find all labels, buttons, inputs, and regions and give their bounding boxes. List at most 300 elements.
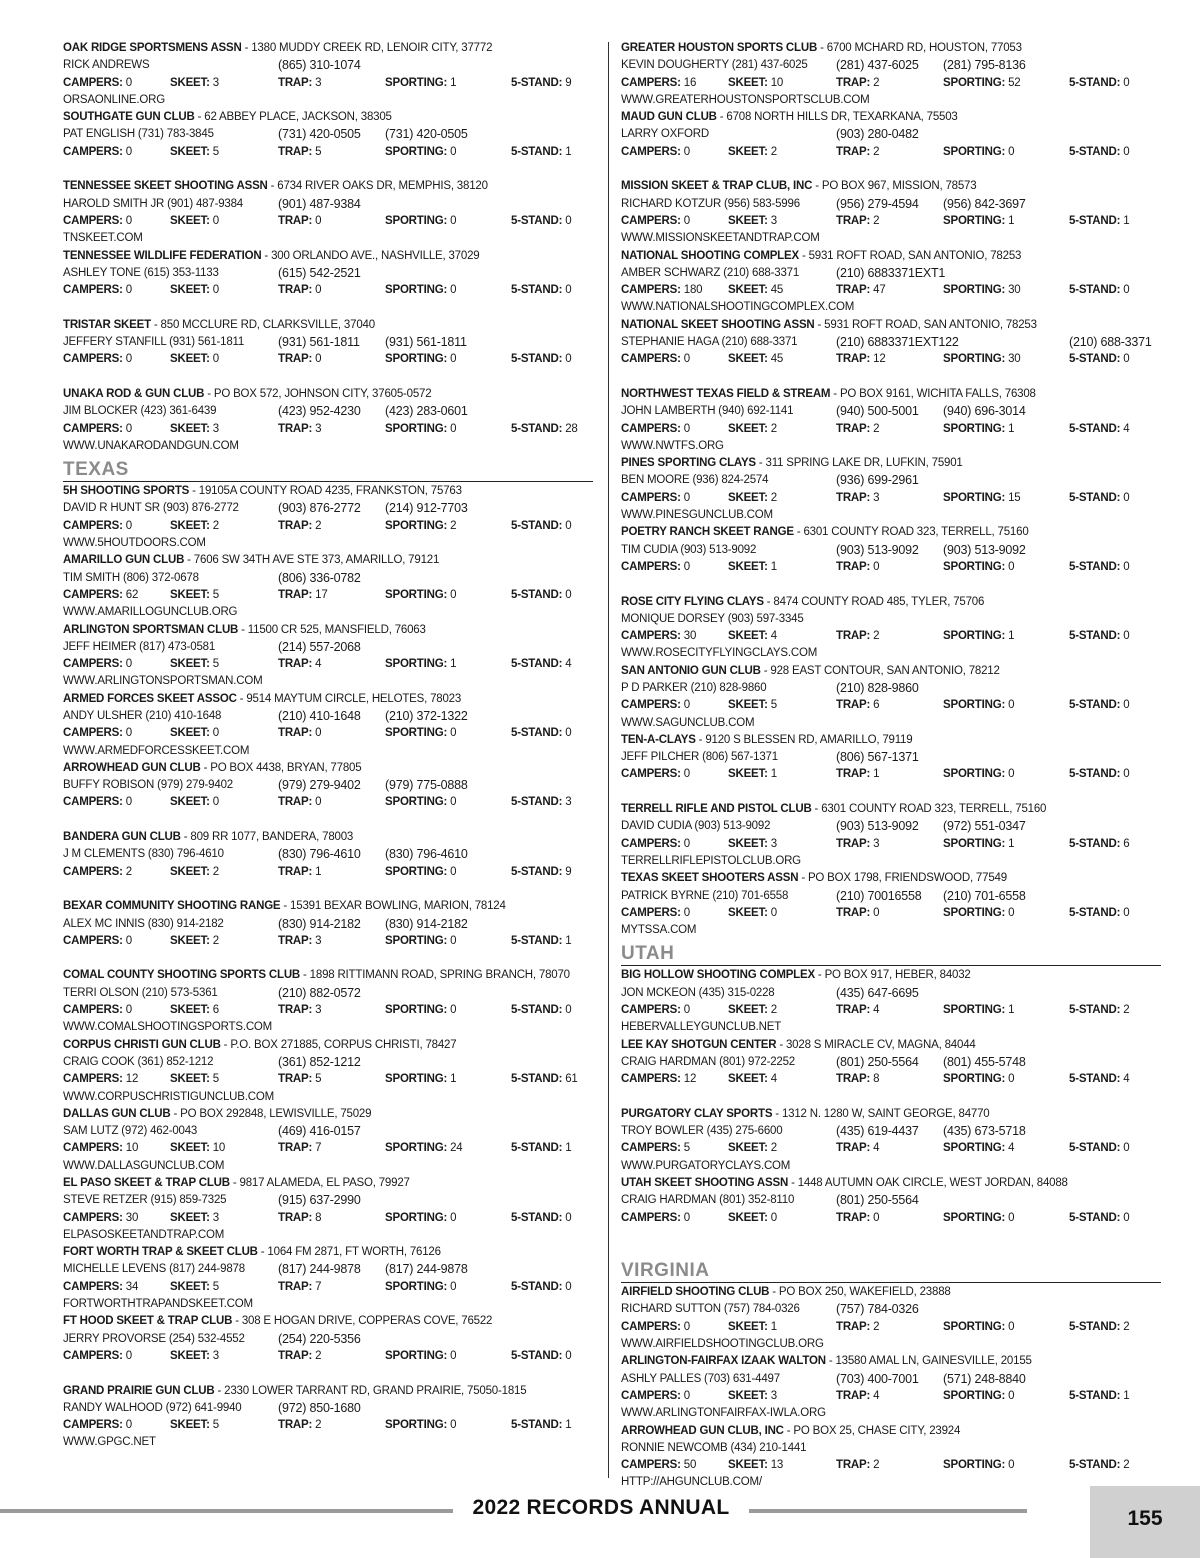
skeet-label: SKEET: (728, 1142, 768, 1155)
club-header-line (621, 1423, 1161, 1440)
skeet-label: SKEET: (728, 1459, 768, 1472)
sporting-label: SPORTING: (943, 1211, 1006, 1224)
club-name: ARLINGTON-FAIRFAX IZAAK WALTON (621, 1355, 826, 1368)
campers-stat (63, 1210, 138, 1227)
club-header-text (621, 455, 963, 472)
five-stand-stat (511, 75, 571, 92)
sporting-value: 2 (450, 519, 457, 532)
contact-line (621, 985, 1161, 1002)
phone-number: (903) 876-2772 (278, 501, 361, 516)
page-number: 155 (1127, 1507, 1163, 1530)
club-address: 6301 COUNTY ROAD 323, TERRELL, 75160 (803, 526, 1029, 539)
skeet-value: 3 (212, 422, 219, 435)
club-header-line (621, 801, 1161, 818)
club-header-text (621, 594, 984, 611)
five-stand-label: 5-STAND: (1069, 560, 1121, 573)
club-entry (621, 40, 1161, 109)
contact-name: DAVID R HUNT SR (903) 876-2772 (63, 502, 239, 515)
five-stand-value: 1 (1123, 214, 1130, 227)
sporting-stat (385, 725, 456, 742)
campers-stat (63, 864, 132, 881)
campers-stat (621, 1210, 690, 1227)
campers-value: 16 (683, 76, 697, 89)
phone-number: (972) 551-0347 (943, 819, 1026, 834)
campers-value: 0 (683, 699, 690, 712)
club-website: FORTWORTHTRAPANDSKEET.COM (63, 1298, 253, 1311)
club-address: 1312 N. 1280 W, SAINT GEORGE, 84770 (781, 1107, 990, 1120)
club-header-text (63, 386, 431, 403)
contact-name: CRAIG COOK (361) 852-1212 (63, 1055, 214, 1068)
phone-number: (830) 914-2182 (278, 916, 361, 931)
five-stand-stat (511, 725, 571, 742)
five-stand-value: 0 (1123, 491, 1130, 504)
campers-value: 0 (683, 906, 690, 919)
phone-number: (423) 283-0601 (385, 404, 468, 419)
skeet-value: 2 (770, 1142, 777, 1155)
phone-number: (936) 699-2961 (836, 473, 919, 488)
skeet-label: SKEET: (170, 796, 210, 809)
club-header-line (621, 1037, 1161, 1054)
five-stand-stat (511, 1417, 571, 1434)
trap-stat (278, 1071, 321, 1088)
club-address: 308 E HOGAN DRIVE, COPPERAS COVE, 76522 (241, 1315, 493, 1328)
five-stand-value: 61 (565, 1073, 578, 1086)
sporting-value: 0 (450, 865, 457, 878)
website-line (621, 1474, 1161, 1491)
club-entry (63, 1244, 593, 1313)
club-entry (621, 178, 1161, 247)
campers-stat (63, 282, 132, 299)
club-header-text (63, 1175, 410, 1192)
sporting-label: SPORTING: (943, 1073, 1006, 1086)
contact-line (621, 265, 1161, 282)
club-header-text (63, 317, 375, 334)
five-stand-stat (511, 933, 571, 950)
sporting-stat (385, 1417, 456, 1434)
club-header-line (621, 455, 1161, 472)
club-entry (621, 1284, 1161, 1353)
trap-value: 5 (315, 1073, 322, 1086)
skeet-value: 0 (212, 353, 219, 366)
skeet-label: SKEET: (728, 906, 768, 919)
five-stand-label: 5-STAND: (511, 865, 563, 878)
sporting-value: 1 (450, 76, 457, 89)
club-address: 809 RR 1077, BANDERA, 78003 (190, 831, 354, 844)
sporting-stat (943, 1319, 1014, 1336)
sporting-value: 0 (450, 284, 457, 297)
five-stand-label: 5-STAND: (511, 1349, 563, 1362)
phone-number: (903) 513-9092 (836, 819, 919, 834)
trap-label: TRAP: (836, 1211, 871, 1224)
trap-value: 2 (315, 519, 322, 532)
club-header-text (621, 386, 1036, 403)
campers-label: CAMPERS: (63, 145, 123, 158)
club-header-line (63, 248, 593, 265)
club-entry (63, 1106, 593, 1175)
club-address: 15391 BEXAR BOWLING, MARION, 78124 (290, 900, 506, 913)
trap-stat (278, 213, 321, 230)
club-address: PO BOX 250, WAKEFIELD, 23888 (778, 1286, 951, 1299)
trap-stat (278, 656, 321, 673)
skeet-value: 6 (212, 1004, 219, 1017)
contact-line (63, 1192, 593, 1209)
contact-line (621, 542, 1161, 559)
sporting-value: 0 (1008, 1389, 1015, 1402)
club-name: ARROWHEAD GUN CLUB (63, 761, 201, 774)
skeet-value: 5 (212, 145, 219, 158)
phone-number: (830) 796-4610 (385, 847, 468, 862)
website-line (621, 1089, 1161, 1106)
stats-line (63, 864, 593, 881)
skeet-stat (728, 836, 777, 853)
five-stand-stat (511, 421, 578, 438)
club-header-line (621, 594, 1161, 611)
club-website: WWW.AIRFIELDSHOOTINGCLUB.ORG (621, 1338, 824, 1351)
five-stand-stat (1069, 1319, 1129, 1336)
sporting-stat (943, 1457, 1014, 1474)
website-line (63, 230, 593, 247)
skeet-label: SKEET: (170, 519, 210, 532)
campers-label: CAMPERS: (63, 519, 123, 532)
website-line (63, 161, 593, 178)
campers-value: 0 (125, 76, 132, 89)
campers-value: 0 (125, 1349, 132, 1362)
phone-number: (361) 852-1212 (278, 1054, 361, 1069)
skeet-value: 1 (770, 768, 777, 781)
skeet-value: 5 (212, 1280, 219, 1293)
five-stand-label: 5-STAND: (511, 934, 563, 947)
campers-value: 0 (125, 422, 132, 435)
skeet-value: 4 (770, 1073, 777, 1086)
club-name: LEE KAY SHOTGUN CENTER (621, 1038, 777, 1051)
phone-number: (801) 250-5564 (836, 1054, 919, 1069)
club-address: 5931 ROFT ROAD, SAN ANTONIO, 78253 (824, 318, 1037, 331)
campers-label: CAMPERS: (621, 1320, 681, 1333)
five-stand-label: 5-STAND: (1069, 1004, 1121, 1017)
skeet-value: 0 (212, 796, 219, 809)
five-stand-label: 5-STAND: (1069, 1320, 1121, 1333)
website-line (63, 1296, 593, 1313)
club-website: WWW.AMARILLOGUNCLUB.ORG (63, 606, 238, 619)
skeet-label: SKEET: (170, 934, 210, 947)
trap-stat (278, 421, 321, 438)
trap-label: TRAP: (278, 1280, 313, 1293)
trap-label: TRAP: (836, 699, 871, 712)
sporting-stat (943, 75, 1021, 92)
campers-label: CAMPERS: (621, 906, 681, 919)
campers-stat (621, 1140, 690, 1157)
club-name: SAN ANTONIO GUN CLUB (621, 664, 761, 677)
skeet-stat (728, 144, 777, 161)
club-address: 7606 SW 34TH AVE STE 373, AMARILLO, 79121 (193, 554, 440, 567)
sporting-label: SPORTING: (385, 1419, 448, 1432)
sporting-value: 1 (1008, 422, 1015, 435)
skeet-label: SKEET: (170, 588, 210, 601)
club-entry (621, 524, 1161, 593)
five-stand-label: 5-STAND: (511, 1142, 563, 1155)
club-header-line (621, 663, 1161, 680)
club-header-line (63, 1175, 593, 1192)
skeet-label: SKEET: (728, 560, 768, 573)
contact-name: HAROLD SMITH JR (901) 487-9384 (63, 197, 243, 210)
five-stand-label: 5-STAND: (1069, 630, 1121, 643)
sporting-label: SPORTING: (943, 560, 1006, 573)
website-line (621, 853, 1161, 870)
sporting-stat (943, 628, 1014, 645)
skeet-stat (728, 282, 783, 299)
phone-number: (901) 487-9384 (278, 196, 361, 211)
skeet-stat (728, 1071, 777, 1088)
club-name: BANDERA GUN CLUB (63, 831, 181, 844)
club-header-line (63, 483, 593, 500)
skeet-stat (170, 351, 219, 368)
campers-value: 0 (683, 768, 690, 781)
five-stand-value: 0 (565, 519, 572, 532)
club-entry (621, 109, 1161, 178)
campers-stat (621, 351, 690, 368)
skeet-label: SKEET: (170, 214, 210, 227)
skeet-stat (170, 1071, 219, 1088)
club-entry (621, 870, 1161, 939)
trap-stat (836, 421, 879, 438)
sporting-stat (385, 1140, 463, 1157)
separator: - (716, 111, 727, 124)
sporting-label: SPORTING: (385, 1211, 448, 1224)
skeet-stat (170, 1279, 219, 1296)
skeet-stat (170, 1002, 219, 1019)
campers-label: CAMPERS: (621, 491, 681, 504)
trap-value: 4 (873, 1004, 880, 1017)
club-header-line (63, 1313, 593, 1330)
trap-label: TRAP: (278, 658, 313, 671)
contact-name: DAVID CUDIA (903) 513-9092 (621, 820, 771, 833)
club-address: 6708 NORTH HILLS DR, TEXARKANA, 75503 (726, 111, 958, 124)
campers-stat (63, 656, 132, 673)
trap-stat (278, 75, 321, 92)
stats-line (621, 490, 1161, 507)
five-stand-label: 5-STAND: (1069, 1142, 1121, 1155)
stats-line (621, 1210, 1161, 1227)
five-stand-value: 1 (565, 145, 572, 158)
contact-line (63, 708, 593, 725)
campers-stat (63, 1417, 132, 1434)
club-address: 850 MCCLURE RD, CLARKSVILLE, 37040 (160, 318, 375, 331)
phone-number: (979) 279-9402 (278, 778, 361, 793)
club-header-text (621, 801, 1046, 818)
website-line (63, 1365, 593, 1382)
club-name: UTAH SKEET SHOOTING ASSN (621, 1177, 789, 1189)
five-stand-stat (1069, 351, 1129, 368)
phone-number: (931) 561-1811 (278, 335, 360, 350)
sporting-label: SPORTING: (943, 699, 1006, 712)
phone-number: (210) 828-9860 (836, 680, 919, 695)
trap-label: TRAP: (836, 768, 871, 781)
skeet-stat (728, 351, 783, 368)
campers-stat (63, 518, 132, 535)
five-stand-label: 5-STAND: (511, 1280, 563, 1293)
campers-value: 62 (125, 588, 139, 601)
stats-line (63, 1348, 593, 1365)
contact-name: RICK ANDREWS (63, 59, 150, 72)
phone-number: (979) 775-0888 (385, 778, 468, 793)
sporting-label: SPORTING: (385, 1142, 448, 1155)
club-header-text (621, 317, 1037, 334)
five-stand-stat (511, 518, 571, 535)
sporting-value: 1 (1008, 630, 1015, 643)
skeet-label: SKEET: (170, 353, 210, 366)
website-line (63, 1158, 593, 1175)
sporting-label: SPORTING: (943, 1459, 1006, 1472)
sporting-value: 0 (450, 422, 457, 435)
trap-stat (278, 794, 321, 811)
separator: - (793, 526, 804, 539)
trap-label: TRAP: (278, 214, 313, 227)
five-stand-label: 5-STAND: (511, 284, 563, 297)
campers-value: 0 (683, 353, 690, 366)
campers-label: CAMPERS: (63, 727, 123, 740)
contact-line (621, 57, 1161, 74)
trap-label: TRAP: (278, 865, 313, 878)
campers-stat (63, 144, 132, 161)
sporting-value: 1 (1008, 837, 1015, 850)
club-entry (63, 248, 593, 317)
trap-stat (836, 1457, 879, 1474)
five-stand-stat (1069, 1388, 1129, 1405)
club-website: WWW.5HOUTDOORS.COM (63, 537, 206, 550)
five-stand-value: 1 (565, 934, 572, 947)
skeet-stat (170, 656, 219, 673)
trap-label: TRAP: (278, 1349, 313, 1362)
campers-label: CAMPERS: (621, 1142, 681, 1155)
separator: - (769, 1286, 779, 1299)
separator: - (817, 42, 827, 54)
campers-label: CAMPERS: (63, 796, 123, 809)
phone-number: (214) 557-2068 (278, 639, 361, 654)
trap-value: 2 (873, 214, 880, 227)
sporting-label: SPORTING: (943, 422, 1006, 435)
skeet-stat (170, 518, 219, 535)
five-stand-value: 1 (1123, 1389, 1130, 1402)
sporting-stat (385, 421, 456, 438)
trap-stat (278, 1348, 321, 1365)
trap-label: TRAP: (836, 1389, 871, 1402)
campers-value: 0 (683, 1211, 690, 1224)
separator: - (798, 872, 808, 885)
stats-line (63, 725, 593, 742)
club-name: TRISTAR SKEET (63, 318, 151, 331)
club-entry (63, 898, 593, 967)
contact-line (621, 403, 1161, 420)
stats-line (621, 766, 1161, 783)
five-stand-stat (511, 794, 571, 811)
trap-stat (836, 1210, 879, 1227)
contact-name: TROY BOWLER (435) 275-6600 (621, 1125, 783, 1138)
campers-stat (621, 144, 690, 161)
trap-value: 3 (315, 1004, 322, 1017)
trap-label: TRAP: (278, 588, 313, 601)
club-header-line (63, 109, 593, 126)
club-header-text (63, 967, 570, 984)
sporting-value: 0 (1008, 699, 1015, 712)
skeet-label: SKEET: (728, 422, 768, 435)
campers-label: CAMPERS: (621, 76, 681, 89)
club-name: AMARILLO GUN CLUB (63, 554, 185, 567)
skeet-value: 0 (770, 906, 777, 919)
stats-line (621, 1002, 1161, 1019)
contact-line (63, 500, 593, 517)
club-name: OAK RIDGE SPORTSMENS ASSN (63, 42, 242, 54)
sporting-value: 24 (450, 1142, 463, 1155)
website-line (63, 1434, 593, 1451)
trap-value: 3 (315, 76, 322, 89)
club-header-text (63, 483, 462, 500)
separator: - (825, 1355, 836, 1368)
club-header-text (63, 1383, 526, 1400)
campers-stat (621, 75, 696, 92)
contact-name: STEPHANIE HAGA (210) 688-3371 (621, 336, 798, 349)
club-name: BIG HOLLOW SHOOTING COMPLEX (621, 969, 815, 982)
contact-line (63, 639, 593, 656)
sporting-label: SPORTING: (385, 284, 448, 297)
website-line (63, 438, 593, 455)
five-stand-stat (1069, 144, 1129, 161)
phone-number: (210) 70016558 (836, 888, 922, 903)
stats-line (621, 1457, 1161, 1474)
website-line (621, 1336, 1161, 1353)
skeet-label: SKEET: (170, 284, 210, 297)
five-stand-label: 5-STAND: (511, 145, 563, 158)
club-header-line (63, 552, 593, 569)
trap-value: 0 (315, 353, 322, 366)
club-header-text (63, 829, 353, 846)
club-address: PO BOX 25, CHASE CITY, 23924 (793, 1424, 961, 1437)
sporting-label: SPORTING: (943, 145, 1006, 158)
club-name: TENNESSEE SKEET SHOOTING ASSN (63, 180, 268, 193)
campers-stat (621, 836, 690, 853)
campers-label: CAMPERS: (63, 1004, 123, 1017)
sporting-label: SPORTING: (385, 865, 448, 878)
stats-line (63, 282, 593, 299)
club-header-line (63, 1037, 593, 1054)
club-entry (621, 455, 1161, 524)
campers-label: CAMPERS: (63, 1142, 123, 1155)
five-stand-value: 0 (1123, 768, 1130, 781)
stats-line (63, 1140, 593, 1157)
trap-stat (278, 1210, 321, 1227)
sporting-stat (385, 282, 456, 299)
club-website: WWW.GREATERHOUSTONSPORTSCLUB.COM (621, 93, 870, 106)
phone-number: (210) 701-6558 (943, 888, 1026, 903)
trap-value: 0 (315, 796, 322, 809)
skeet-value: 5 (770, 699, 777, 712)
five-stand-stat (1069, 1210, 1129, 1227)
skeet-label: SKEET: (728, 630, 768, 643)
sporting-label: SPORTING: (385, 519, 448, 532)
contact-line (63, 334, 593, 351)
phone-number: (423) 952-4230 (278, 404, 361, 419)
sporting-label: SPORTING: (385, 145, 448, 158)
contact-line (63, 1123, 593, 1140)
sporting-value: 15 (1008, 491, 1021, 504)
club-website: WWW.NATIONALSHOOTINGCOMPLEX.COM (621, 301, 855, 314)
stats-line (63, 518, 593, 535)
phone-number: (915) 637-2990 (278, 1193, 361, 1208)
trap-value: 8 (873, 1073, 880, 1086)
contact-line (63, 265, 593, 282)
five-stand-label: 5-STAND: (511, 353, 563, 366)
phone-number: (210) 882-0572 (278, 985, 361, 1000)
phone-number: (801) 455-5748 (943, 1054, 1026, 1069)
